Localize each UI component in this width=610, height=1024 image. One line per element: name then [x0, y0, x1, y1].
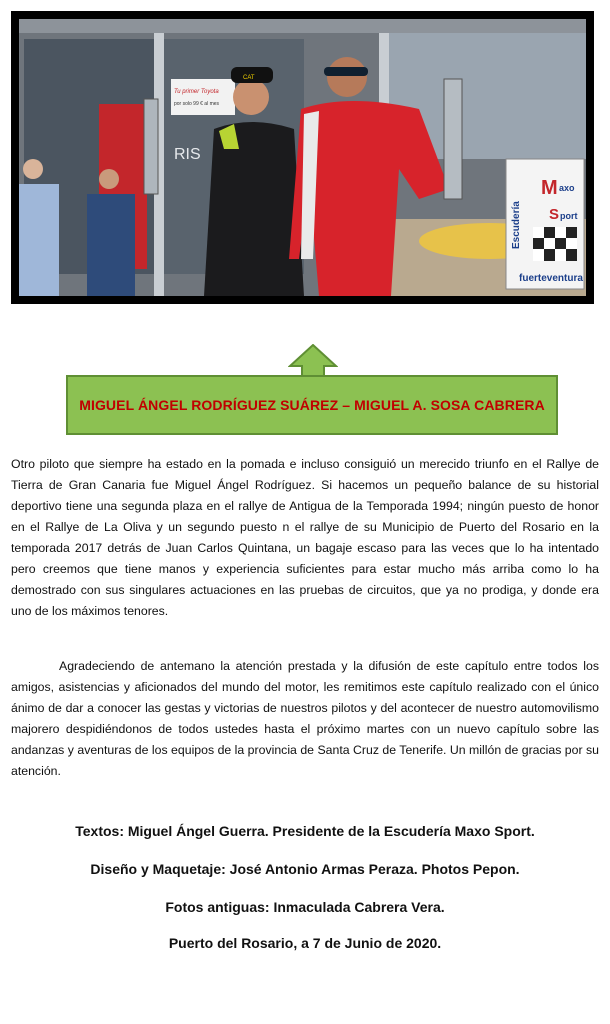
driver1-cap-text: CAT	[243, 75, 255, 81]
team-sign-s-letter: S	[549, 206, 560, 223]
team-sign-brand-bottom: port	[560, 211, 578, 221]
driver2-head	[327, 57, 367, 97]
store-name: RIS	[174, 146, 201, 163]
checker-square	[533, 227, 544, 238]
trophy-left	[144, 99, 158, 194]
team-sign-word: Escudería	[511, 201, 522, 249]
checker-square	[544, 238, 555, 249]
title-banner	[66, 375, 558, 435]
credits-old-photos: Fotos antiguas: Inmaculada Cabrera Vera.	[165, 899, 445, 915]
store-sign-line1: Tu primer Toyota	[174, 89, 219, 95]
team-sign-brand-top: axo	[559, 183, 575, 193]
trophy-right	[444, 79, 462, 199]
body-paragraph: Otro piloto que siempre ha estado en la pomada e incluso consiguió un merecido triunfo en el Rallye de Tierra de Gran Canaria fue Miguel Ángel Rodríguez. Si hacemos un pequeño balance de su historial deportivo tiene una segunda plaza en el rallye de Antigua de la Temporada 1994; ningún puesto de honor en el Rallye de La Oliva y un segundo puesto n el rallye de su Municipio de Puerto del Rosario en la temporada 2017 detrás de Juan Carlos Quintana, un bagaje escaso para las veces que lo ha intentado pero creemos que tiene manos y experiencia suficientes para estar mucho más arriba como lo ha demostrado con sus singulares actuaciones en las pruebas de circuitos, que ya no prodiga, y donde era uno de los máximos tenores.	[11, 457, 599, 618]
store-sign-line2: por solo 99 € al mes	[174, 101, 220, 107]
store-sign	[171, 79, 235, 115]
credits-texts: Textos: Miguel Ángel Guerra. Presidente de la Escudería Maxo Sport.	[75, 823, 535, 839]
checker-square	[533, 249, 544, 261]
team-sign-m-letter: M	[541, 177, 558, 199]
photo-frame	[11, 11, 594, 304]
credits-place-date: Puerto del Rosario, a 7 de Junio de 2020.	[168, 935, 442, 951]
checker-square	[566, 238, 577, 249]
spectator-head	[23, 159, 43, 179]
driver2-sunglasses	[324, 67, 368, 76]
spectator-shirt	[19, 184, 59, 296]
checker-square	[555, 249, 566, 261]
spectator2-head	[99, 169, 119, 189]
driver1-suit	[204, 122, 304, 296]
podium-photo-illustration	[19, 19, 586, 296]
checker-square	[555, 227, 566, 238]
podium-photo	[19, 19, 586, 296]
closing-paragraph: Agradeciendo de antemano la atención prestada y la difusión de este capítulo entre todos los amigos, asistencias y aficionados del mundo del motor, les remitimos este capítulo realizado con el único ánimo de dar a conocer las gestas y victorias de nuestros pilotos y del acontecer de nuestro automovilismo majorero despidiéndonos de todos ustedes hasta el próximo martes con un nuevo capítulo sobre las andanzas y aventuras de los equipos de la provincia de Santa Cruz de Tenerife. Un millón de gracias por su atención.	[11, 659, 599, 778]
building-roof	[19, 19, 586, 33]
spectator2-shirt	[87, 194, 135, 296]
credits-design: Diseño y Maquetaje: José Antonio Armas Peraza. Photos Pepon.	[90, 861, 520, 877]
driver1-head	[233, 79, 269, 115]
up-arrow-icon	[288, 344, 338, 378]
banner-title: MIGUEL ÁNGEL RODRÍGUEZ SUÁREZ – MIGUEL A. SOSA CABRERA	[79, 397, 545, 413]
team-sign-location: fuerteventura	[519, 273, 583, 284]
